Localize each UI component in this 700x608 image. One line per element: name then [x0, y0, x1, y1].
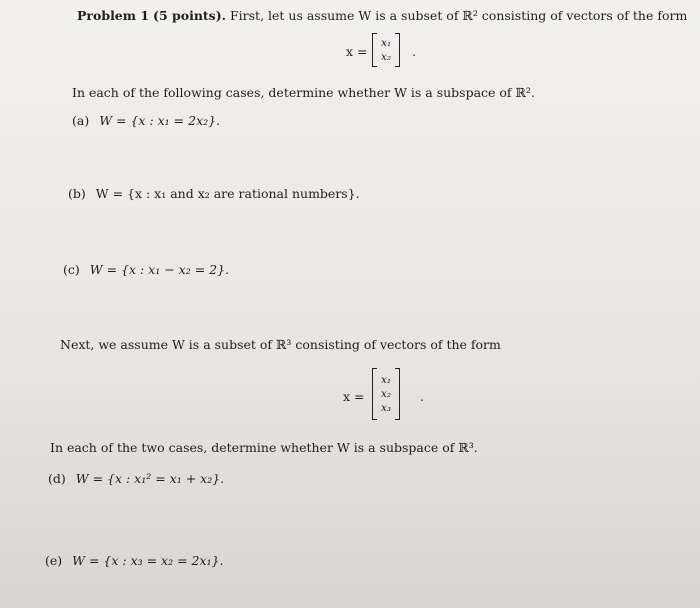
part1-instruction: In each of the following cases, determine whether W is a subspace of ℝ².	[72, 85, 535, 100]
case-a-text: W = {x : x₁ = 2x₂}.	[99, 113, 221, 128]
case-b-label: (b)	[68, 186, 86, 201]
case-c-text: W = {x : x₁ − x₂ = 2}.	[89, 262, 230, 277]
vector2-entry-2: x₂	[381, 51, 392, 63]
case-d	[48, 471, 224, 486]
case-c-label: (c)	[63, 262, 80, 277]
part2-instruction: In each of the two cases, determine whether W is a subspace of ℝ³.	[50, 440, 478, 455]
case-e-label: (e)	[45, 553, 63, 568]
case-a	[72, 113, 220, 128]
vector3-lhs: x =	[343, 389, 365, 404]
case-a-label: (a)	[72, 113, 90, 128]
vector3-entry-2: x₂	[381, 388, 392, 400]
case-d-label: (d)	[48, 471, 66, 486]
problem-heading: Problem 1	[77, 8, 150, 23]
problem-intro: First, let us assume W is a subset of ℝ² consisting of vectors of the form	[229, 8, 688, 23]
vector2-matrix	[372, 33, 400, 67]
case-b-text: W = {x : x₁ and x₂ are rational numbers}.	[95, 186, 360, 201]
case-b	[68, 186, 360, 201]
problem-statement	[77, 8, 687, 23]
vector2-lhs: x =	[346, 44, 368, 59]
case-c	[63, 262, 229, 277]
vector2-trail: .	[412, 44, 416, 59]
problem-points: (5 points).	[153, 8, 226, 23]
case-e	[45, 553, 223, 568]
case-d-text: W = {x : x₁² = x₁ + x₂}.	[75, 471, 225, 486]
case-e-text: W = {x : x₃ = x₂ = 2x₁}.	[72, 553, 224, 568]
part2-intro: Next, we assume W is a subset of ℝ³ consisting of vectors of the form	[60, 337, 501, 352]
vector3-trail: .	[420, 389, 424, 404]
vector3-entry-1: x₁	[381, 374, 392, 386]
vector3-entry-3: x₃	[381, 402, 392, 414]
vector3-matrix	[372, 368, 400, 420]
vector2-entry-1: x₁	[381, 37, 392, 49]
